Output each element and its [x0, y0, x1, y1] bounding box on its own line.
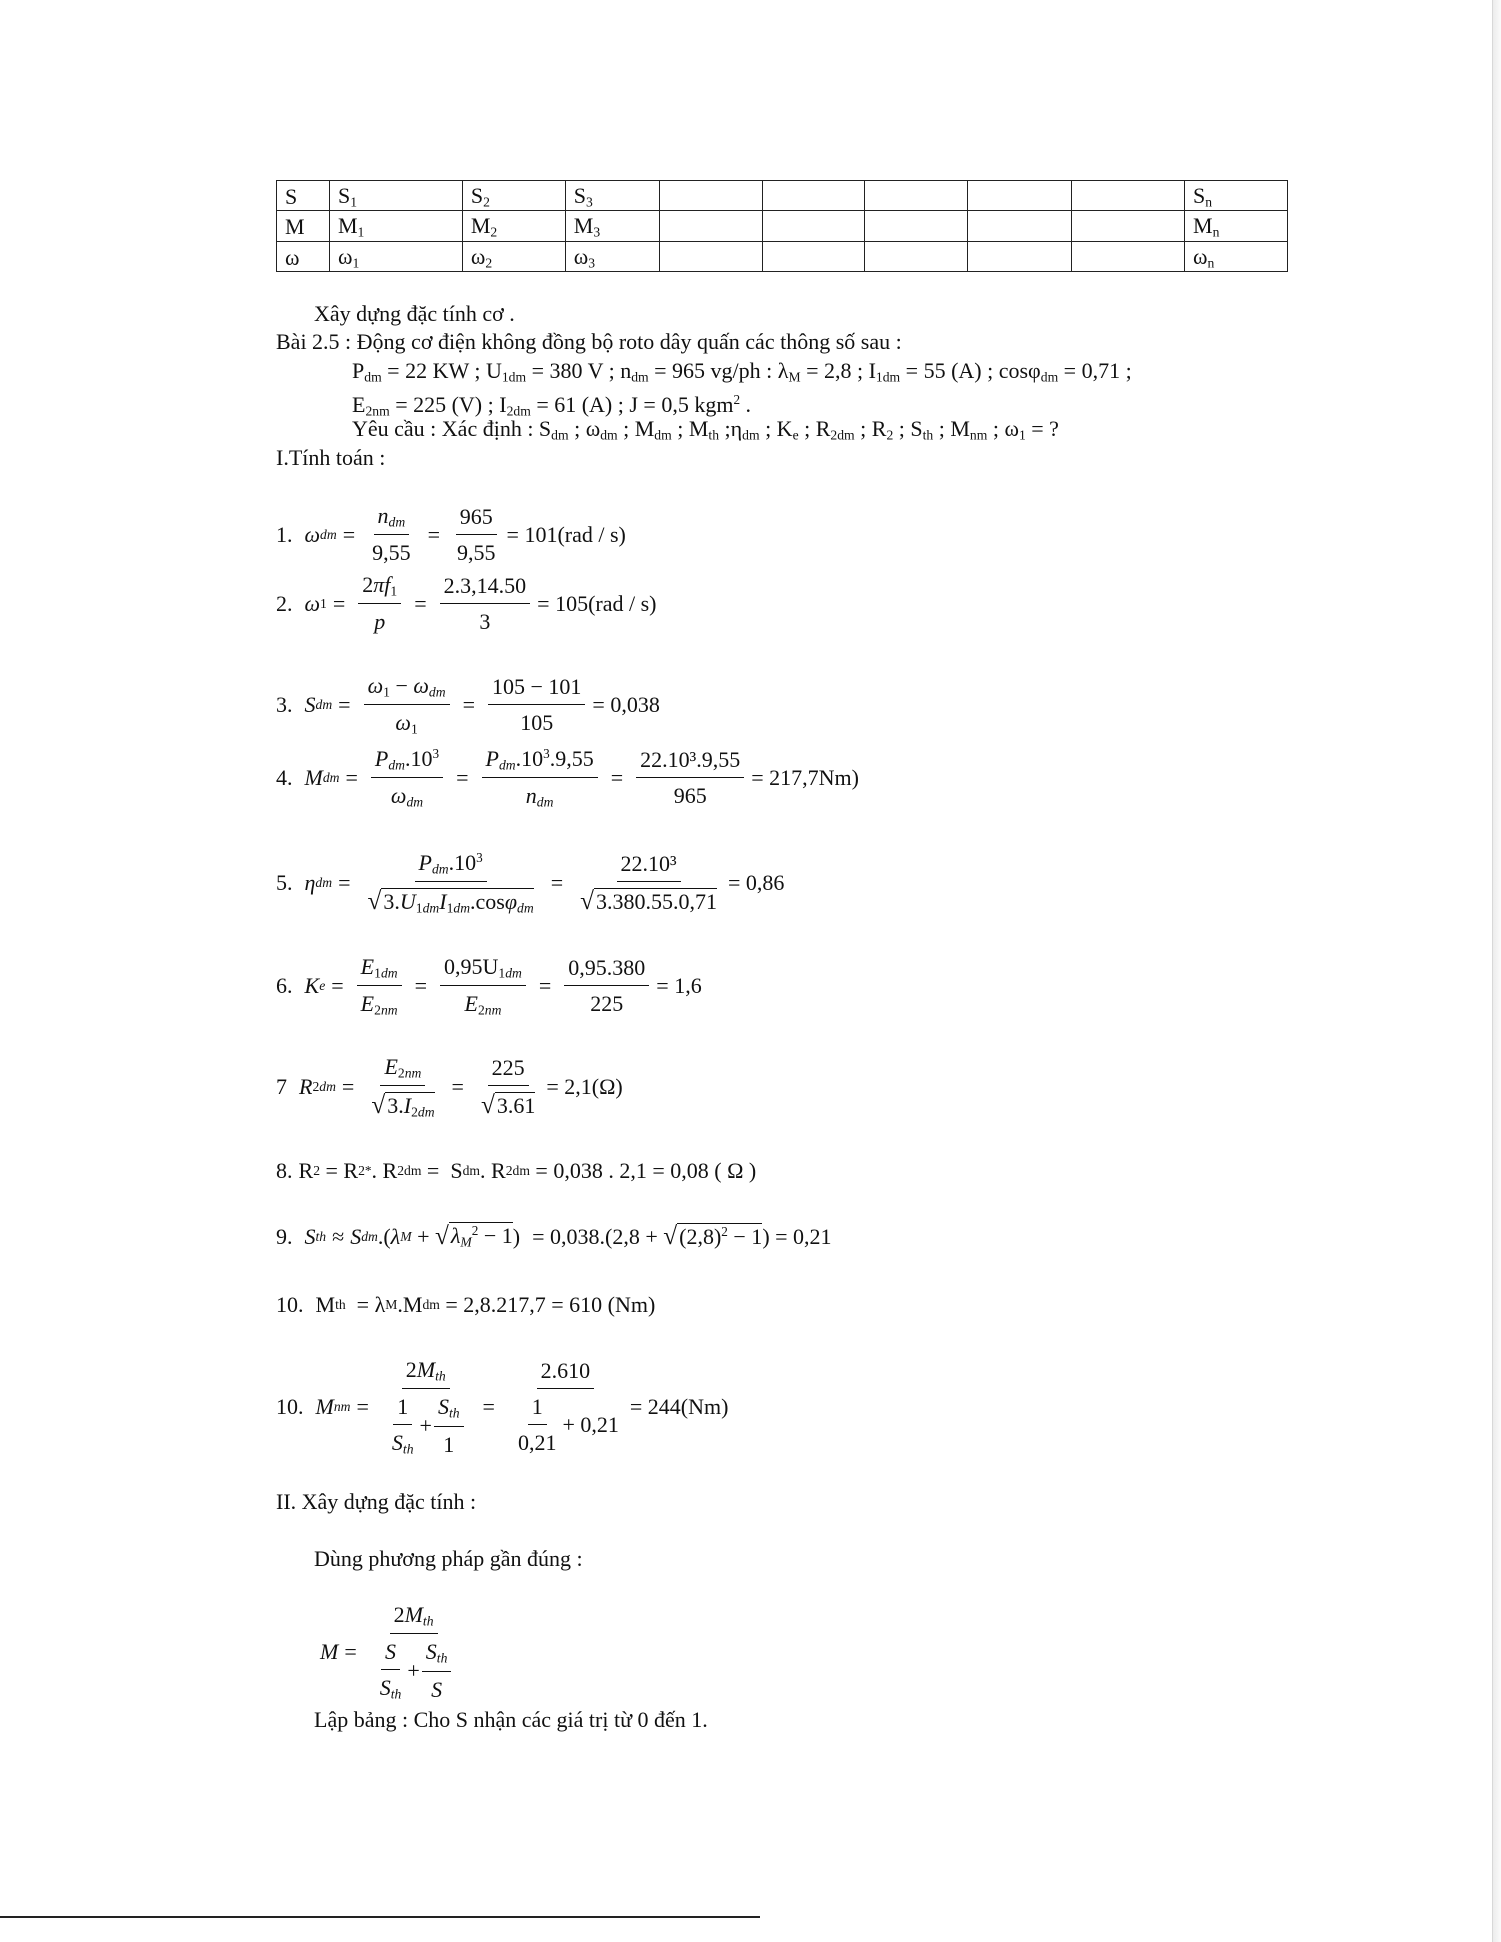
equation-3: 3. S dm = $\frac{\omega_1 - \omega_{dm}}{\omega_1}$ = $\frac{105 - 101}{105}$ = 0,038	[276, 673, 660, 737]
table-cell	[968, 211, 1072, 241]
table-cell	[1072, 181, 1185, 211]
table-cell	[659, 241, 762, 271]
equation-10a: 10. M th = λ M .M dm = 2,8.217,7 = 610 (Nm)	[276, 1292, 656, 1317]
table-cell	[762, 241, 865, 271]
table-cell	[968, 241, 1072, 271]
equation-8: 8. R 2 = R 2 * . R 2dm = S dm . R 2dm = 0,038 . 2,1 = 0,08 ( Ω )	[276, 1158, 757, 1183]
table-cell: $\omega_1$	[329, 241, 462, 271]
table-cell	[659, 211, 762, 241]
table-cell	[865, 211, 968, 241]
table-row	[277, 241, 1288, 271]
build-mechanical-char: Xây dựng đặc tính cơ .	[314, 301, 515, 326]
row-label: M	[277, 211, 330, 241]
table-row	[277, 211, 1288, 241]
table-cell	[762, 211, 865, 241]
page-edge	[1492, 0, 1501, 1942]
section-build-characteristic: II. Xây dựng đặc tính :	[276, 1489, 477, 1514]
table-cell	[865, 241, 968, 271]
row-label: S	[277, 181, 330, 211]
table-cell: $M_1$	[329, 211, 462, 241]
equation-5: 5. η dm = $\frac{P_{dm}.10^3}{√3.U_{1dm}I_{1dm}.\cos\varphi_{dm}}$ = $\frac{\text{22.10³}}{√3.380.55.0,71}$ = 0,86	[276, 850, 785, 916]
kloss-formula: M = $2M_{th}$ $\frac{S}{S_{th}}$ + $\frac{S_{th}}{S}$	[320, 1602, 464, 1703]
table-cell	[1072, 241, 1185, 271]
equation-6: 6. K e = $\frac{E_{1dm}}{E_{2nm}}$ = $\frac{0,95U_{1dm}}{E_{2nm}}$ = $\frac{0,95.380}{225}$ = 1,6	[276, 954, 702, 1018]
requirement: Yêu cầu : Xác định : $S_{dm}$ ; $\omega_{dm}$ ; $M_{dm}$ ; $M_{th}$ $;\eta_{dm}$ ; $K_e$ ; $R_{2dm}$ ; $R_2$ ; $S_{th}$ ; $M_{nm}$ ; $\omega_1$ = ?	[352, 416, 1059, 443]
table-cell: $S_2$	[462, 181, 565, 211]
table-cell: $\omega_2$	[462, 241, 565, 271]
table-cell	[865, 181, 968, 211]
table-cell	[1072, 211, 1185, 241]
equation-4: 4. M dm = $\frac{P_{dm}.10^3}{\omega_{dm}}$ = $\frac{P_{dm}.10^3.9,55}{n_{dm}}$ = $\frac{\text{22.10³.9,55}}{965}$ = 217,7Nm)	[276, 746, 859, 810]
table-cell: $S_3$	[565, 181, 659, 211]
equation-7: 7 R 2dm = $\frac{E_{2nm}}{√3.I_{2dm}}$ = $\frac{225}{√3.61}$ = 2,1(Ω)	[276, 1054, 623, 1120]
equation-9: 9. S th ≈ S dm .( λ M + √ $\lambda_M^2 - 1$ ) = 0,038.(2,8 + √ $(2,8)^2 - 1$ ) = 0,21	[276, 1222, 832, 1250]
table-cell: $\omega_n$	[1185, 241, 1288, 271]
table-cell: $M_n$	[1185, 211, 1288, 241]
params-line-1: $P_{dm} = 22$ KW ; $U_{1dm} = 380$ V ; $n_{dm} = 965$ vg/ph : $\lambda_M = 2,8$ ; $I_{1dm} = 55$ (A) ; cosφ$_{dm}$ = 0,71 ;	[352, 358, 1132, 385]
approximate-method: Dùng phương pháp gần đúng :	[314, 1546, 583, 1571]
table-cell: $\omega_3$	[565, 241, 659, 271]
table-cell	[968, 181, 1072, 211]
footnote-rule	[0, 1916, 760, 1918]
table-cell: $S_1$	[329, 181, 462, 211]
table-cell: $M_2$	[462, 211, 565, 241]
equation-10b: 10. M nm = $2M_{th}$ $\frac{1}{S_{th}}$ + $\frac{S_{th}}{1}$ = 2.610 $\frac{1}{0,21}$ + 0,21 = 244(Nm)	[276, 1357, 729, 1457]
table-row	[277, 181, 1288, 211]
slip-torque-table	[276, 180, 1288, 272]
row-label: ω	[277, 241, 330, 271]
table-cell: $S_n$	[1185, 181, 1288, 211]
equation-1: 1. ω dm = $\frac{n_{dm}}{9,55}$ = $\frac{965}{9,55}$ = 101(rad / s)	[276, 503, 626, 566]
problem-title: Bài 2.5 : Động cơ điện không đồng bộ roto dây quấn các thông số sau :	[276, 329, 902, 354]
table-instruction: Lập bảng : Cho S nhận các giá trị từ 0 đến 1.	[314, 1707, 708, 1732]
table-cell: $M_3$	[565, 211, 659, 241]
table-cell	[762, 181, 865, 211]
params-line-2: $E_{2nm} = 225$ (V) ; $I_{2dm} = 61$ (A) ; J = 0,5 kgm$^2$ .	[352, 391, 752, 419]
section-calculation: I.Tính toán :	[276, 445, 386, 470]
table-cell	[659, 181, 762, 211]
equation-2: 2. ω 1 = $\frac{2\pi f_1}{p}$ = $\frac{2.3,14.50}{3}$ = 105(rad / s)	[276, 572, 657, 635]
